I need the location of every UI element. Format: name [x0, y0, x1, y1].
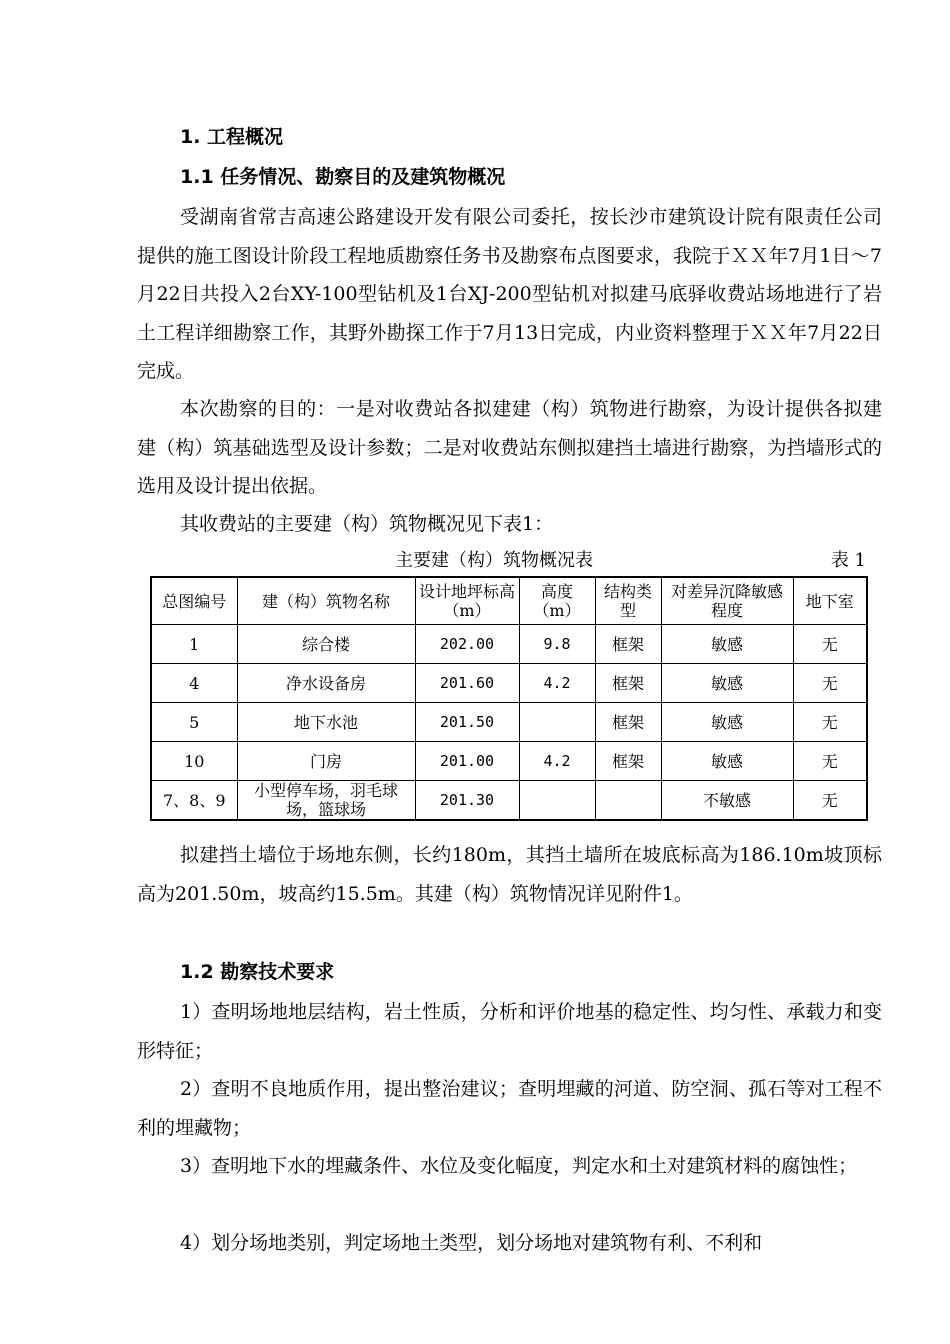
table-cell: 无 [793, 664, 867, 703]
table-cell: 敏感 [661, 625, 793, 664]
section-heading-1: 1. 工程概况 [180, 126, 284, 148]
section-heading-1-2: 1.2 勘察技术要求 [180, 961, 335, 983]
table-cell: 净水设备房 [237, 664, 415, 703]
header-cell: 高度（m） [519, 577, 595, 625]
header-cell: 对差异沉降敏感程度 [661, 577, 793, 625]
table-cell: 框架 [595, 664, 661, 703]
table-title: 主要建（构）筑物概况表 [395, 550, 593, 571]
table-cell: 不敏感 [661, 781, 793, 821]
paragraph-table-intro: 其收费站的主要建（构）筑物概况见下表1： [180, 513, 554, 535]
header-cell: 建（构）筑物名称 [237, 577, 415, 625]
table-cell: 4.2 [519, 742, 595, 781]
requirement-item-2: 2）查明不良地质作用，提出整治建议；查明埋藏的河道、防空洞、孤石等对工程不利的埋藏物； [137, 1078, 882, 1139]
table-number: 表 1 [830, 550, 866, 571]
table-cell: 无 [793, 625, 867, 664]
table-caption [150, 546, 868, 574]
table-cell: 敏感 [661, 742, 793, 781]
paragraph-task-overview: 受湖南省常吉高速公路建设开发有限公司委托，按长沙市建筑设计院有限责任公司提供的施工图设计阶段工程地质勘察任务书及勘察布点图要求，我院于ＸＸ年7月1日～7月22日共投入2台XY-100型钻机及1台XJ-200型钻机对拟建马底驿收费站场地进行了岩土工程详细勘察工作，其野外勘探工作于7月13日完成，内业资料整理于ＸＸ年7月22日完成。 [137, 206, 882, 382]
table-cell: 无 [793, 703, 867, 742]
table-cell: 9.8 [519, 625, 595, 664]
table-cell: 地下水池 [237, 703, 415, 742]
requirement-item-3: 3）查明地下水的埋藏条件、水位及变化幅度，判定水和土对建筑材料的腐蚀性； [180, 1155, 858, 1177]
section-heading-1-1: 1.1 任务情况、勘察目的及建筑物概况 [180, 166, 506, 188]
table-row [151, 742, 867, 781]
table-header-row [151, 577, 867, 625]
table-cell: 门房 [237, 742, 415, 781]
table-cell: 无 [793, 742, 867, 781]
table-row [151, 703, 867, 742]
table-cell: 敏感 [661, 664, 793, 703]
table-row [151, 664, 867, 703]
requirement-item-1: 1）查明场地地层结构，岩土性质，分析和评价地基的稳定性、均匀性、承载力和变形特征； [137, 1001, 882, 1062]
table-cell: 201.00 [415, 742, 519, 781]
table-cell: 4 [151, 664, 237, 703]
table-row [151, 781, 867, 821]
requirement-item-4: 4）划分场地类别，判定场地土类型，划分场地对建筑物有利、不利和 [180, 1232, 763, 1254]
table-cell: 201.60 [415, 664, 519, 703]
header-cell: 设计地坪标高（m） [415, 577, 519, 625]
header-cell: 地下室 [793, 577, 867, 625]
table-cell: 综合楼 [237, 625, 415, 664]
table-row [151, 625, 867, 664]
table-cell: 201.30 [415, 781, 519, 821]
table-cell: 敏感 [661, 703, 793, 742]
paragraph-survey-purpose: 本次勘察的目的：一是对收费站各拟建建（构）筑物进行勘察，为设计提供各拟建建（构）筑基础选型及设计参数；二是对收费站东侧拟建挡土墙进行勘察，为挡墙形式的选用及设计提出依据。 [137, 398, 882, 497]
table-cell: 4.2 [519, 664, 595, 703]
header-cell: 总图编号 [151, 577, 237, 625]
table-cell: 5 [151, 703, 237, 742]
table-cell: 202.00 [415, 625, 519, 664]
table-cell: 无 [793, 781, 867, 821]
table-cell [519, 781, 595, 821]
table-cell: 201.50 [415, 703, 519, 742]
table-cell: 框架 [595, 703, 661, 742]
paragraph-retaining-wall: 拟建挡土墙位于场地东侧，长约180m，其挡土墙所在坡底标高为186.10m坡顶标高为201.50m，坡高约15.5m。其建（构）筑物情况详见附件1。 [137, 844, 882, 905]
table-cell [519, 703, 595, 742]
table-cell [595, 781, 661, 821]
table-cell: 框架 [595, 742, 661, 781]
table-cell: 小型停车场，羽毛球场，篮球场 [237, 781, 415, 821]
table-cell: 框架 [595, 625, 661, 664]
table-cell: 7、8、9 [151, 781, 237, 821]
table-cell: 1 [151, 625, 237, 664]
header-cell: 结构类型 [595, 577, 661, 625]
buildings-table [150, 576, 868, 821]
table-cell: 10 [151, 742, 237, 781]
